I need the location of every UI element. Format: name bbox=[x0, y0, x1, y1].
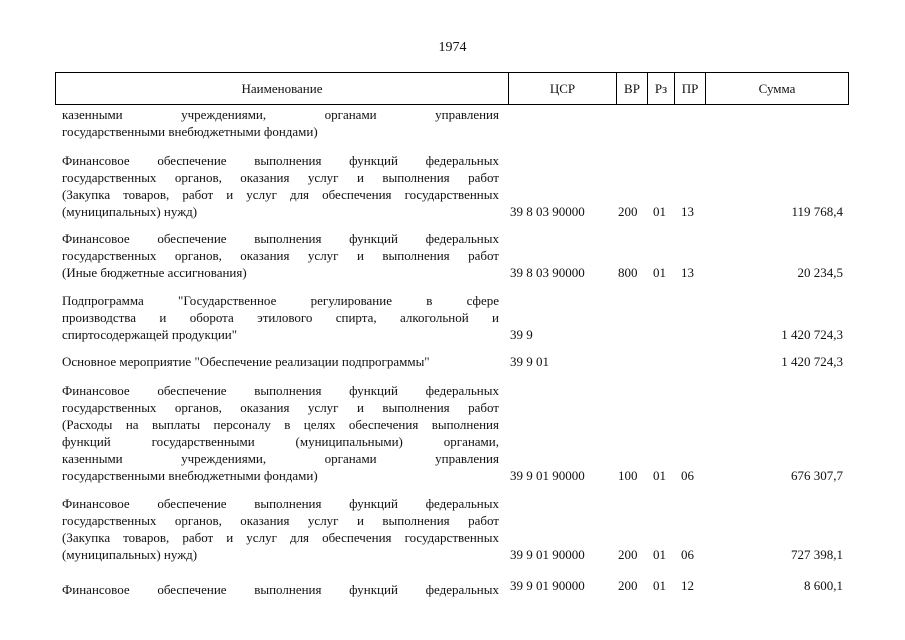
header-sum: Сумма bbox=[758, 81, 796, 96]
row-name-line: Финансовое обеспечение выполнения функций федеральных bbox=[62, 582, 499, 597]
row-rz: 01 bbox=[653, 578, 666, 593]
row-sum: 119 768,4 bbox=[791, 204, 843, 219]
header-name: Наименование bbox=[241, 81, 323, 96]
row-csr: 39 9 bbox=[510, 327, 533, 342]
row-vr: 200 bbox=[618, 578, 638, 593]
row-name-line: государственных органов, оказания услуг и выполнения работ bbox=[62, 170, 499, 185]
row-name-line: государственных органов, оказания услуг и выполнения работ bbox=[62, 513, 499, 528]
row-name-line: Подпрограмма "Государственное регулирование в сфере bbox=[62, 293, 499, 308]
header-rz: Рз bbox=[654, 81, 668, 96]
row-vr: 800 bbox=[618, 265, 638, 280]
row-name-line: Финансовое обеспечение выполнения функций федеральных bbox=[62, 383, 499, 398]
row-name-line: (муниципальных) нужд) bbox=[62, 204, 198, 219]
header-csr: ЦСР bbox=[549, 81, 576, 96]
row-name-line: (Иные бюджетные ассигнования) bbox=[62, 265, 247, 280]
row-sum: 1 420 724,3 bbox=[781, 354, 843, 369]
row-csr: 39 8 03 90000 bbox=[510, 204, 585, 219]
table-row bbox=[0, 152, 905, 220]
row-sum: 727 398,1 bbox=[791, 547, 843, 562]
row-name-line: Финансовое обеспечение выполнения функций федеральных bbox=[62, 231, 499, 246]
table-header bbox=[55, 72, 849, 105]
row-pr: 12 bbox=[681, 578, 694, 593]
table-row bbox=[0, 230, 905, 281]
row-pr: 06 bbox=[681, 547, 694, 562]
row-name-line: (Закупка товаров, работ и услуг для обеспечения государственных bbox=[62, 187, 499, 202]
table-row bbox=[0, 292, 905, 343]
row-name-line: Финансовое обеспечение выполнения функций федеральных bbox=[62, 496, 499, 511]
row-sum: 1 420 724,3 bbox=[781, 327, 843, 342]
row-sum: 8 600,1 bbox=[804, 578, 843, 593]
row-name bbox=[62, 353, 499, 370]
row-csr: 39 9 01 bbox=[510, 354, 549, 369]
row-name bbox=[62, 152, 499, 220]
row-sum: 20 234,5 bbox=[797, 265, 843, 280]
table-row bbox=[0, 106, 905, 140]
row-name-line: казенными учреждениями, органами управления bbox=[62, 451, 499, 466]
row-pr: 13 bbox=[681, 204, 694, 219]
row-name-line: Основное мероприятие "Обеспечение реализации подпрограммы" bbox=[62, 354, 430, 369]
header-vr: ВР bbox=[624, 81, 640, 96]
row-csr: 39 9 01 90000 bbox=[510, 578, 585, 593]
row-vr: 200 bbox=[618, 547, 638, 562]
row-name-line: функций государственными (муниципальными) органами, bbox=[62, 434, 499, 449]
page-number: 1974 bbox=[438, 40, 467, 55]
row-rz: 01 bbox=[653, 547, 666, 562]
row-sum: 676 307,7 bbox=[791, 468, 843, 483]
table-row bbox=[0, 577, 905, 597]
row-name-line: Финансовое обеспечение выполнения функций федеральных bbox=[62, 153, 499, 168]
row-name bbox=[62, 106, 499, 140]
table-row bbox=[0, 353, 905, 370]
row-pr: 13 bbox=[681, 265, 694, 280]
row-name-line: (Закупка товаров, работ и услуг для обеспечения государственных bbox=[62, 530, 499, 545]
table-row bbox=[0, 382, 905, 484]
row-name bbox=[62, 230, 499, 281]
row-name-line: производства и оборота этилового спирта, алкогольной и bbox=[62, 310, 499, 325]
row-name bbox=[62, 292, 499, 343]
row-csr: 39 8 03 90000 bbox=[510, 265, 585, 280]
table-row bbox=[0, 495, 905, 563]
row-name bbox=[62, 581, 499, 598]
row-csr: 39 9 01 90000 bbox=[510, 547, 585, 562]
row-name bbox=[62, 382, 499, 484]
row-csr: 39 9 01 90000 bbox=[510, 468, 585, 483]
row-name-line: государственных органов, оказания услуг и выполнения работ bbox=[62, 400, 499, 415]
row-pr: 06 bbox=[681, 468, 694, 483]
row-rz: 01 bbox=[653, 468, 666, 483]
row-name-line: казенными учреждениями, органами управления bbox=[62, 107, 499, 122]
row-vr: 100 bbox=[618, 468, 638, 483]
row-name-line: государственными внебюджетными фондами) bbox=[62, 124, 318, 139]
row-rz: 01 bbox=[653, 265, 666, 280]
row-name-line: государственных органов, оказания услуг и выполнения работ bbox=[62, 248, 499, 263]
row-name-line: (Расходы на выплаты персоналу в целях обеспечения выполнения bbox=[62, 417, 499, 432]
row-name-line: спиртосодержащей продукции" bbox=[62, 327, 238, 342]
row-name bbox=[62, 495, 499, 563]
row-name-line: (муниципальных) нужд) bbox=[62, 547, 198, 562]
row-name-line: государственными внебюджетными фондами) bbox=[62, 468, 318, 483]
row-vr: 200 bbox=[618, 204, 638, 219]
header-pr: ПР bbox=[681, 81, 699, 96]
row-rz: 01 bbox=[653, 204, 666, 219]
